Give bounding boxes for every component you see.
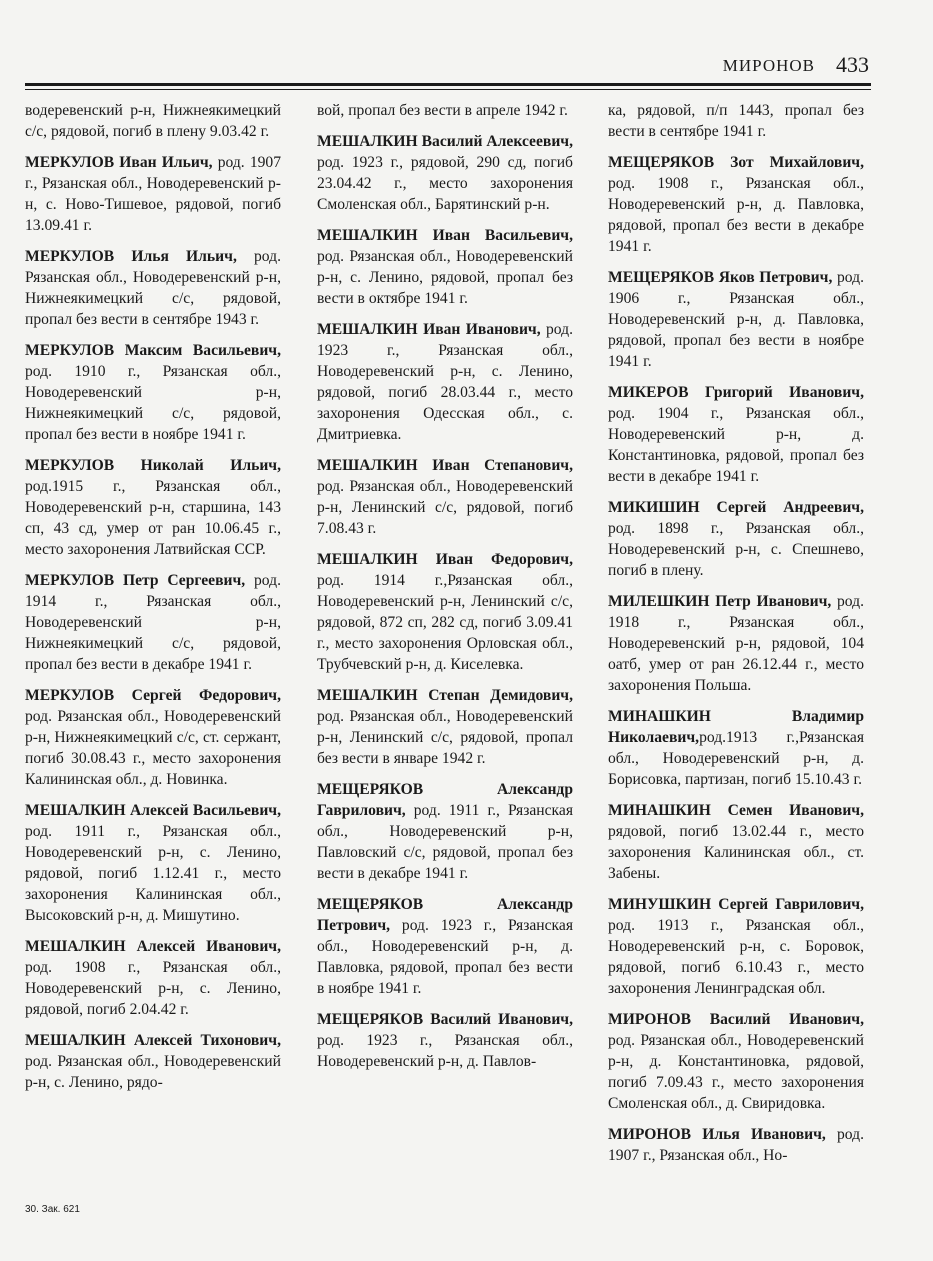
biography-entry [608, 894, 864, 999]
entry-name: МЕРКУЛОВ Петр Сергеевич, [25, 572, 246, 589]
header-rule-thick [25, 83, 871, 86]
entry-name: МЕШАЛКИН Степан Демидович, [317, 687, 573, 704]
biography-entry [25, 800, 281, 926]
entry-name: МЕШАЛКИН Иван Васильевич, [317, 227, 573, 244]
biography-entry [608, 1124, 864, 1166]
biography-entry [317, 894, 573, 999]
biography-entry [608, 497, 864, 581]
entry-text: род. Рязанская обл., Новодеревенский р-н, Нижнеякимецкий с/с, рядовой, пропал без вести в сентябре 1943 г. [25, 248, 281, 328]
entry-name: МИРОНОВ Василий Иванович, [608, 1011, 864, 1028]
entry-name: МЕРКУЛОВ Сергей Федорович, [25, 687, 281, 704]
entry-text: род. 1914 г., Рязанская обл., Новодеревенский р-н, Нижнеякимецкий с/с, рядовой, пропал без вести в декабре 1941 г. [25, 572, 281, 673]
entry-text: род. 1918 г., Рязанская обл., Новодеревенский р-н, рядовой, 104 оатб, умер от ран 26.12.44 г., место захоронения Польша. [608, 593, 864, 694]
header-rule-thin [25, 89, 871, 90]
biography-entry [317, 225, 573, 309]
biography-entry [317, 549, 573, 675]
biography-entry [317, 685, 573, 769]
biography-entry [25, 340, 281, 445]
entry-text: род. 1908 г., Рязанская обл., Новодеревенский р-н, с. Ленино, рядовой, погиб 2.04.42 г. [25, 959, 281, 1018]
biography-entry [25, 100, 281, 142]
biography-entry [317, 455, 573, 539]
biography-entry [608, 706, 864, 790]
entry-text: род. 1907 г., Рязанская обл., Но- [608, 1126, 864, 1164]
biography-entry [25, 570, 281, 675]
entry-text: род. 1904 г., Рязанская обл., Новодеревенский р-н, д. Константиновка, рядовой, пропал без вести в декабре 1941 г. [608, 405, 864, 485]
biography-entry [25, 152, 281, 236]
entry-name: МЕЩЕРЯКОВ Зот Михайлович, [608, 154, 864, 171]
entry-name: МЕРКУЛОВ Николай Ильич, [25, 457, 281, 474]
entry-text: род. Рязанская обл., Новодеревенский р-н, Ленинский с/с, рядовой, погиб 7.08.43 г. [317, 478, 573, 537]
biography-entry [25, 246, 281, 330]
entry-text: род. 1911 г., Рязанская обл., Новодеревенский р-н, Павловский с/с, рядовой, пропал без вести в декабре 1941 г. [317, 802, 573, 882]
entry-text: род. 1923 г., Рязанская обл., Новодеревенский р-н, д. Павлов- [317, 1032, 573, 1070]
entry-name: МИНАШКИН Семен Иванович, [608, 802, 864, 819]
entry-name: МЕЩЕРЯКОВ Александр Гаврилович, [317, 781, 573, 819]
text-column-2 [317, 100, 573, 1082]
entry-text: род. Рязанская обл., Новодеревенский р-н, с. Ленино, рядо- [25, 1053, 281, 1091]
entry-text: род. 1913 г., Рязанская обл., Новодеревенский р-н, с. Боровок, рядовой, погиб 6.10.43 г., место захоронения Ленинградская обл. [608, 917, 864, 997]
entry-text: род. 1907 г., Рязанская обл., Новодеревенский р-н, с. Ново-Тишевое, рядовой, погиб 13.09.41 г. [25, 154, 282, 234]
entry-name: МЕШАЛКИН Иван Федорович, [317, 551, 573, 568]
entry-name: МИКЕРОВ Григорий Иванович, [608, 384, 864, 401]
entry-text: род. 1923 г., рядовой, 290 сд, погиб 23.04.42 г., место захоронения Смоленская обл., Барятинский р-н. [317, 154, 573, 213]
page-header [25, 52, 871, 78]
biography-entry [317, 100, 573, 121]
entry-text: род. 1923 г., Рязанская обл., Новодеревенский р-н, с. Ленино, рядовой, погиб 28.03.44 г., место захоронения Одесская обл., с. Дмитриевка. [317, 321, 573, 443]
running-title: МИРОНОВ [722, 56, 815, 75]
biography-entry [317, 131, 573, 215]
biography-entry [608, 1009, 864, 1114]
biography-entry [25, 936, 281, 1020]
entry-name: МЕШАЛКИН Иван Иванович, [317, 321, 541, 338]
entry-name: МИНАШКИН Владимир Николаевич, [608, 708, 864, 746]
biography-entry [608, 267, 864, 372]
entry-name: МЕШАЛКИН Василий Алексеевич, [317, 133, 573, 150]
entry-text: род. 1923 г., Рязанская обл., Новодеревенский р-н, д. Павловка, рядовой, пропал без вести в ноябре 1941 г. [317, 917, 573, 997]
entry-text: рядовой, погиб 13.02.44 г., место захоронения Калининская обл., ст. Забены. [608, 823, 864, 882]
page-number: 433 [836, 52, 869, 77]
entry-text: вой, пропал без вести в апреле 1942 г. [317, 102, 568, 119]
biography-entry [25, 1030, 281, 1093]
entry-text: род. 1914 г.,Рязанская обл., Новодеревенский р-н, Ленинский с/с, рядовой, 872 сп, 282 сд, погиб 3.09.41 г., место захоронения Орловская обл., Трубчевский р-н, д. Киселевка. [317, 572, 573, 673]
biography-entry [25, 685, 281, 790]
biography-entry [608, 152, 864, 257]
entry-text: род. 1910 г., Рязанская обл., Новодеревенский р-н, Нижнеякимецкий с/с, рядовой, пропал без вести в ноябре 1941 г. [25, 363, 281, 443]
entry-name: МЕШАЛКИН Алексей Иванович, [25, 938, 281, 955]
entry-text: водеревенский р-н, Нижнеякимецкий с/с, рядовой, погиб в плену 9.03.42 г. [25, 102, 281, 140]
entry-text: род.1915 г., Рязанская обл., Новодеревенский р-н, старшина, 143 сп, 43 сд, умер от ран 10.06.45 г., место захоронения Латвийская ССР. [25, 478, 281, 558]
biography-entry [25, 455, 281, 560]
entry-name: МИЛЕШКИН Петр Иванович, [608, 593, 832, 610]
entry-text: род. 1906 г., Рязанская обл., Новодеревенский р-н, д. Павловка, рядовой, пропал без вести в ноябре 1941 г. [608, 269, 864, 370]
entry-text: род. Рязанская обл., Новодеревенский р-н, с. Ленино, рядовой, пропал без вести в октябре 1941 г. [317, 248, 573, 307]
entry-name: МЕШАЛКИН Алексей Васильевич, [25, 802, 281, 819]
entry-name: МЕЩЕРЯКОВ Александр Петрович, [317, 896, 573, 934]
biography-entry [317, 779, 573, 884]
entry-text: род. 1898 г., Рязанская обл., Новодеревенский р-н, с. Спешнево, погиб в плену. [608, 520, 864, 579]
entry-name: МИКИШИН Сергей Андреевич, [608, 499, 864, 516]
entry-text: род. Рязанская обл., Новодеревенский р-н, д. Константиновка, рядовой, погиб 7.09.43 г., место захоронения Смоленская обл., д. Свиридовка. [608, 1032, 864, 1112]
biography-entry [608, 591, 864, 696]
entry-name: МЕШАЛКИН Иван Степанович, [317, 457, 573, 474]
biography-entry [608, 382, 864, 487]
text-column-1 [25, 100, 281, 1103]
biography-entry [608, 800, 864, 884]
biography-entry [608, 100, 864, 142]
entry-text: ка, рядовой, п/п 1443, пропал без вести в сентябре 1941 г. [608, 102, 864, 140]
entry-name: МЕРКУЛОВ Илья Ильич, [25, 248, 237, 265]
text-column-3 [608, 100, 864, 1176]
entry-text: род. 1908 г., Рязанская обл., Новодеревенский р-н, д. Павловка, рядовой, пропал без вести в декабре 1941 г. [608, 175, 864, 255]
entry-name: МЕШАЛКИН Алексей Тихонович, [25, 1032, 281, 1049]
entry-name: МЕЩЕРЯКОВ Яков Петрович, [608, 269, 833, 286]
entry-name: МЕРКУЛОВ Максим Васильевич, [25, 342, 281, 359]
entry-text: род.1913 г.,Рязанская обл., Новодеревенский р-н, д. Борисовка, партизан, погиб 15.10.43 г. [608, 729, 864, 788]
entry-text: род. 1911 г., Рязанская обл., Новодеревенский р-н, с. Ленино, рядовой, погиб 1.12.41 г., место захоронения Калининская обл., Высоковский р-н, д. Мишутино. [25, 823, 281, 924]
entry-text: род. Рязанская обл., Новодеревенский р-н, Ленинский с/с, рядовой, пропал без вести в январе 1942 г. [317, 708, 573, 767]
biography-entry [317, 319, 573, 445]
entry-name: МЕЩЕРЯКОВ Василий Иванович, [317, 1011, 573, 1028]
printer-imprint: 30. Зак. 621 [25, 1204, 80, 1215]
biography-entry [317, 1009, 573, 1072]
entry-name: МИРОНОВ Илья Иванович, [608, 1126, 826, 1143]
entry-text: род. Рязанская обл., Новодеревенский р-н, Нижнеякимецкий с/с, ст. сержант, погиб 30.08.43 г., место захоронения Калининская обл., д. Новинка. [25, 708, 281, 788]
entry-name: МЕРКУЛОВ Иван Ильич, [25, 154, 213, 171]
entry-name: МИНУШКИН Сергей Гаврилович, [608, 896, 864, 913]
